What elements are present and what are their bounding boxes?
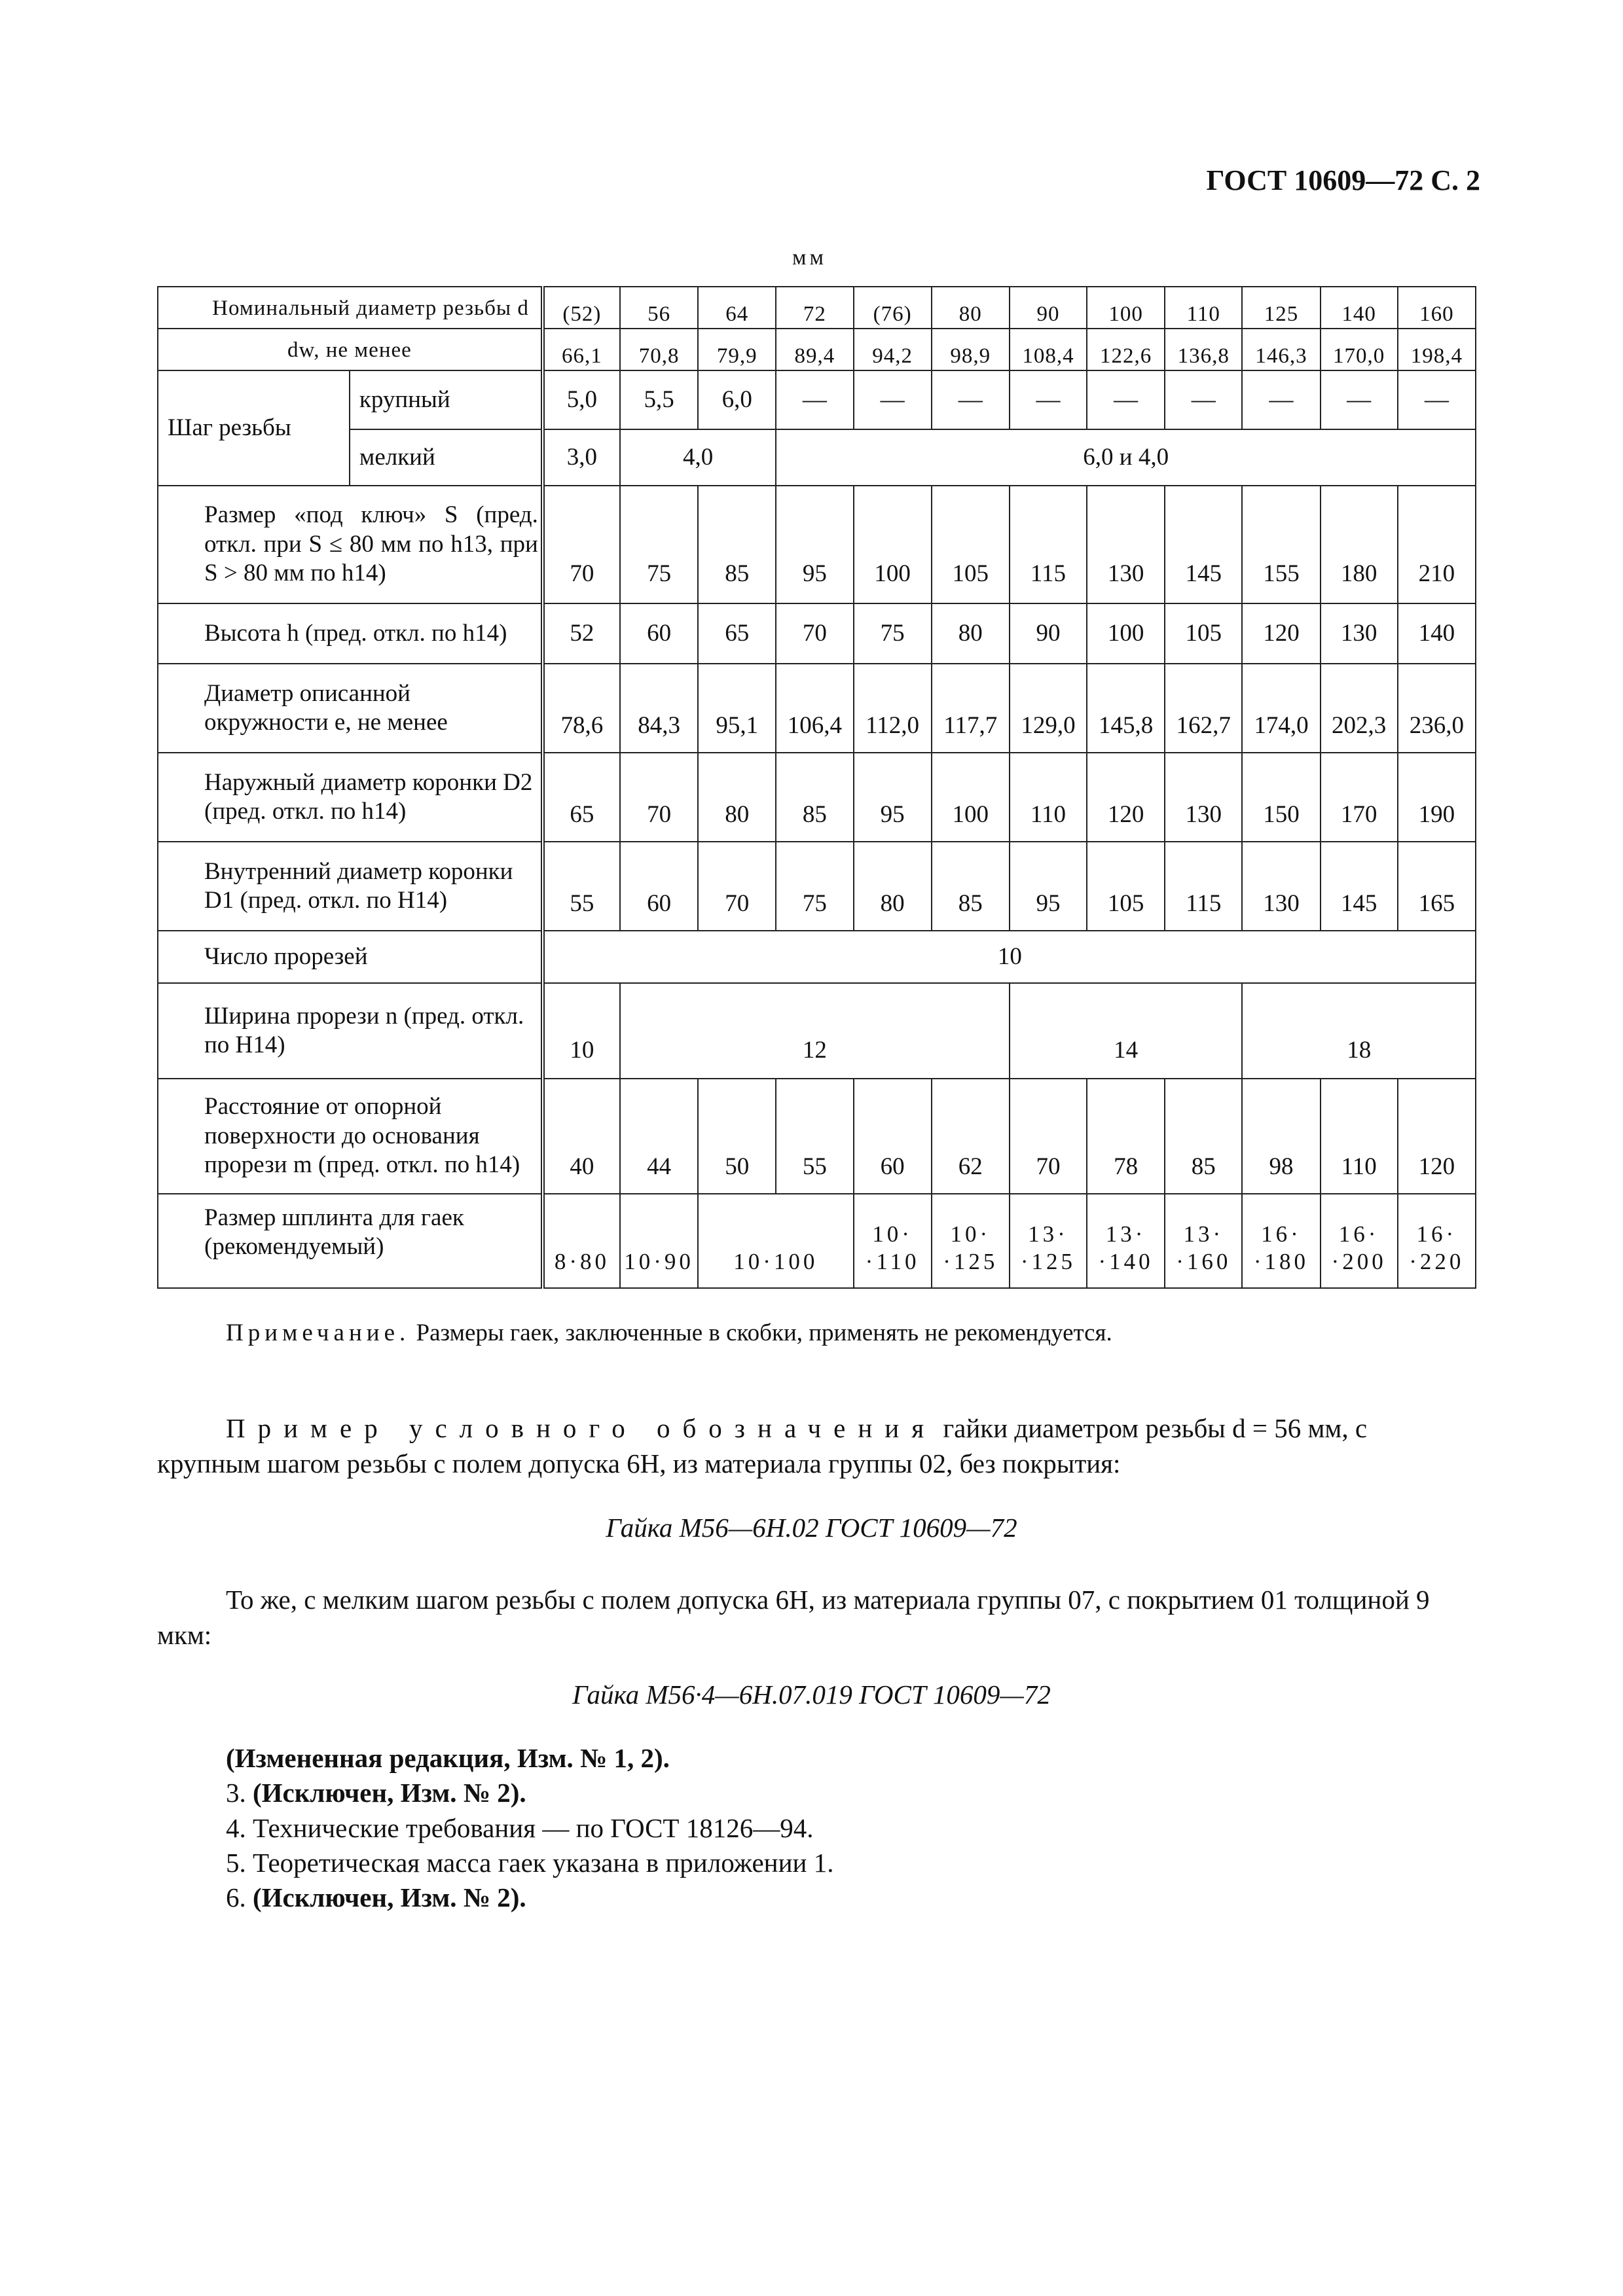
cell: 10· ·125 [932, 1194, 1010, 1288]
cell: 70 [543, 486, 620, 603]
cell: 60 [854, 1079, 932, 1194]
label-coarse: крупный [350, 370, 543, 429]
cell: 5,5 [620, 370, 698, 429]
cell: 65 [543, 753, 620, 842]
cell: 52 [543, 603, 620, 664]
row-height [158, 603, 1476, 664]
cell: 95 [854, 753, 932, 842]
designation-example-1: Гайка М56—6Н.02 ГОСТ 10609—72 [606, 1513, 1017, 1543]
cell: 130 [1087, 486, 1165, 603]
cell: 55 [543, 842, 620, 931]
cell: 65 [698, 603, 776, 664]
cell: 12 [620, 983, 1010, 1079]
cell: 160 [1398, 287, 1476, 329]
cell: — [776, 370, 853, 429]
cell: 64 [698, 287, 776, 329]
cell: 95,1 [698, 664, 776, 753]
cell: 170 [1321, 753, 1398, 842]
cell: 180 [1321, 486, 1398, 603]
label-thread-diameter: Номинальный диаметр резьбы d [158, 287, 543, 329]
cell: 85 [1165, 1079, 1242, 1194]
cell: 162,7 [1165, 664, 1242, 753]
cell: 155 [1242, 486, 1320, 603]
page-header: ГОСТ 10609—72 С. 2 [1206, 164, 1480, 196]
cell: 70 [776, 603, 853, 664]
cell: 145 [1321, 842, 1398, 931]
cell: 10 [543, 983, 620, 1079]
cell: 16· ·200 [1321, 1194, 1398, 1288]
cell: — [1165, 370, 1242, 429]
cell: 108,4 [1010, 329, 1087, 370]
cell: (52) [543, 287, 620, 329]
cell: 110 [1165, 287, 1242, 329]
cell: 10·100 [698, 1194, 853, 1288]
cell: 110 [1321, 1079, 1398, 1194]
cell: 78 [1087, 1079, 1165, 1194]
cell: 60 [620, 842, 698, 931]
cell: 75 [854, 603, 932, 664]
label-circumscribed: Диаметр описанной окружности e, не менее [158, 664, 543, 753]
cell: 89,4 [776, 329, 853, 370]
cell: — [932, 370, 1010, 429]
cell: 13· ·140 [1087, 1194, 1165, 1288]
row-outer-crown-diameter [158, 753, 1476, 842]
note-word: Примечание. [226, 1319, 410, 1346]
cell: 98 [1242, 1079, 1320, 1194]
clause-6: 6. (Исключен, Изм. № 2). [226, 1882, 526, 1913]
cell: 16· ·180 [1242, 1194, 1320, 1288]
cell: 10·90 [620, 1194, 698, 1288]
cell: 85 [776, 753, 853, 842]
cell: — [1398, 370, 1476, 429]
cell: 122,6 [1087, 329, 1165, 370]
cell: 40 [543, 1079, 620, 1194]
cell: 105 [932, 486, 1010, 603]
example-text: гайки диаметром резьбы d = 56 мм, с крупным шагом резьбы с полем допуска 6H, из материала группы 02, без покрытия: [157, 1413, 1368, 1479]
cell: 150 [1242, 753, 1320, 842]
cell: 14 [1010, 983, 1243, 1079]
cell: 84,3 [620, 664, 698, 753]
label-dw: dw, не менее [158, 329, 543, 370]
label-pitch: Шаг резьбы [158, 370, 350, 486]
cell: 75 [620, 486, 698, 603]
cell: — [854, 370, 932, 429]
cell: 117,7 [932, 664, 1010, 753]
cell: 94,2 [854, 329, 932, 370]
cell: 3,0 [543, 429, 620, 486]
cell: 110 [1010, 753, 1087, 842]
cell: 6,0 [698, 370, 776, 429]
label-fine: мелкий [350, 429, 543, 486]
cell: 125 [1242, 287, 1320, 329]
cell: 18 [1242, 983, 1476, 1079]
cell: 72 [776, 287, 853, 329]
row-slot-count [158, 931, 1476, 983]
cell: 146,3 [1242, 329, 1320, 370]
cell: 78,6 [543, 664, 620, 753]
cell: 80 [698, 753, 776, 842]
cell: 100 [1087, 287, 1165, 329]
cell: 16· ·220 [1398, 1194, 1476, 1288]
cell: 55 [776, 1079, 853, 1194]
row-thread-diameter [158, 287, 1476, 329]
cell: 130 [1242, 842, 1320, 931]
cell: 75 [776, 842, 853, 931]
same-paragraph: То же, с мелким шагом резьбы с полем допуска 6H, из материала группы 07, с покрытием 01 толщиной 9 мкм: [157, 1585, 1430, 1651]
cell: 129,0 [1010, 664, 1087, 753]
example-paragraph [157, 1410, 1476, 1481]
cell: 4,0 [620, 429, 776, 486]
label-outer-crown: Наружный диаметр коронки D2 (пред. откл. по h14) [158, 753, 543, 842]
cell: 100 [1087, 603, 1165, 664]
cell: 100 [932, 753, 1010, 842]
cell: 105 [1087, 842, 1165, 931]
cell: 62 [932, 1079, 1010, 1194]
cell: 120 [1087, 753, 1165, 842]
label-slot-count: Число прорезей [158, 931, 543, 983]
cell: 80 [854, 842, 932, 931]
table-note [226, 1319, 1112, 1347]
cell: 44 [620, 1079, 698, 1194]
row-cotter-pin [158, 1194, 1476, 1288]
cell: 140 [1321, 287, 1398, 329]
example-spaced: Пример условного обозначения [226, 1413, 937, 1443]
cell: 66,1 [543, 329, 620, 370]
clause-4: 4. Технические требования — по ГОСТ 18126—94. [226, 1812, 814, 1843]
cell: 115 [1010, 486, 1087, 603]
cell: — [1087, 370, 1165, 429]
cell: 120 [1398, 1079, 1476, 1194]
cell: 90 [1010, 287, 1087, 329]
label-slot-depth: Расстояние от опорной поверхности до основания прорези m (пред. откл. по h14) [158, 1079, 543, 1194]
cell: 210 [1398, 486, 1476, 603]
cell: 95 [776, 486, 853, 603]
cell: 198,4 [1398, 329, 1476, 370]
label-slot-width: Ширина прорези n (пред. откл. по H14) [158, 983, 543, 1079]
clause-5: 5. Теоретическая масса гаек указана в приложении 1. [226, 1847, 834, 1878]
note-text: Размеры гаек, заключенные в скобки, применять не рекомендуется. [410, 1319, 1112, 1346]
cell: 80 [932, 287, 1010, 329]
cell: 236,0 [1398, 664, 1476, 753]
cell: 5,0 [543, 370, 620, 429]
dimensions-table [157, 286, 1476, 1289]
cell: 165 [1398, 842, 1476, 931]
cell: 8·80 [543, 1194, 620, 1288]
cell: 6,0 и 4,0 [776, 429, 1476, 486]
cell: 70,8 [620, 329, 698, 370]
row-slot-depth [158, 1079, 1476, 1194]
row-inner-crown-diameter [158, 842, 1476, 931]
cell: 79,9 [698, 329, 776, 370]
cell: 70 [698, 842, 776, 931]
cell: 100 [854, 486, 932, 603]
cell: 90 [1010, 603, 1087, 664]
unit-label: мм [792, 245, 828, 270]
cell: 174,0 [1242, 664, 1320, 753]
cell: — [1010, 370, 1087, 429]
cell: 202,3 [1321, 664, 1398, 753]
cell: 13· ·125 [1010, 1194, 1087, 1288]
row-dw [158, 329, 1476, 370]
cell: 120 [1242, 603, 1320, 664]
cell: 10· ·110 [854, 1194, 932, 1288]
cell: (76) [854, 287, 932, 329]
label-inner-crown: Внутренний диаметр коронки D1 (пред. откл. по H14) [158, 842, 543, 931]
label-wrench-size: Размер «под ключ» S (пред. откл. при S ≤ 80 мм по h13, при S > 80 мм по h14) [158, 486, 543, 603]
cell: 85 [932, 842, 1010, 931]
cell: 98,9 [932, 329, 1010, 370]
clause-3: 3. (Исключен, Изм. № 2). [226, 1778, 526, 1808]
cell: 85 [698, 486, 776, 603]
cell: 136,8 [1165, 329, 1242, 370]
row-circumscribed-diameter [158, 664, 1476, 753]
cell: 10 [543, 931, 1476, 983]
row-slot-width [158, 983, 1476, 1079]
cell: 190 [1398, 753, 1476, 842]
cell: — [1242, 370, 1320, 429]
cell: 170,0 [1321, 329, 1398, 370]
label-height: Высота h (пред. откл. по h14) [158, 603, 543, 664]
cell: 106,4 [776, 664, 853, 753]
label-cotter-pin: Размер шплинта для гаек (рекомендуемый) [158, 1194, 543, 1288]
cell: 145,8 [1087, 664, 1165, 753]
row-pitch-coarse [158, 370, 1476, 429]
cell: 70 [620, 753, 698, 842]
cell: 130 [1165, 753, 1242, 842]
cell: 60 [620, 603, 698, 664]
cell: 130 [1321, 603, 1398, 664]
designation-example-2: Гайка М56·4—6Н.07.019 ГОСТ 10609—72 [572, 1679, 1051, 1710]
cell: 70 [1010, 1079, 1087, 1194]
cell: 56 [620, 287, 698, 329]
clauses-list [226, 1741, 834, 1915]
cell: 13· ·160 [1165, 1194, 1242, 1288]
cell: 140 [1398, 603, 1476, 664]
row-pitch-fine [158, 429, 1476, 486]
changed-note: (Измененная редакция, Изм. № 1, 2). [226, 1743, 670, 1773]
cell: 112,0 [854, 664, 932, 753]
cell: 145 [1165, 486, 1242, 603]
cell: 105 [1165, 603, 1242, 664]
row-wrench-size [158, 486, 1476, 603]
cell: 115 [1165, 842, 1242, 931]
cell: 95 [1010, 842, 1087, 931]
cell: 80 [932, 603, 1010, 664]
cell: 50 [698, 1079, 776, 1194]
cell: — [1321, 370, 1398, 429]
